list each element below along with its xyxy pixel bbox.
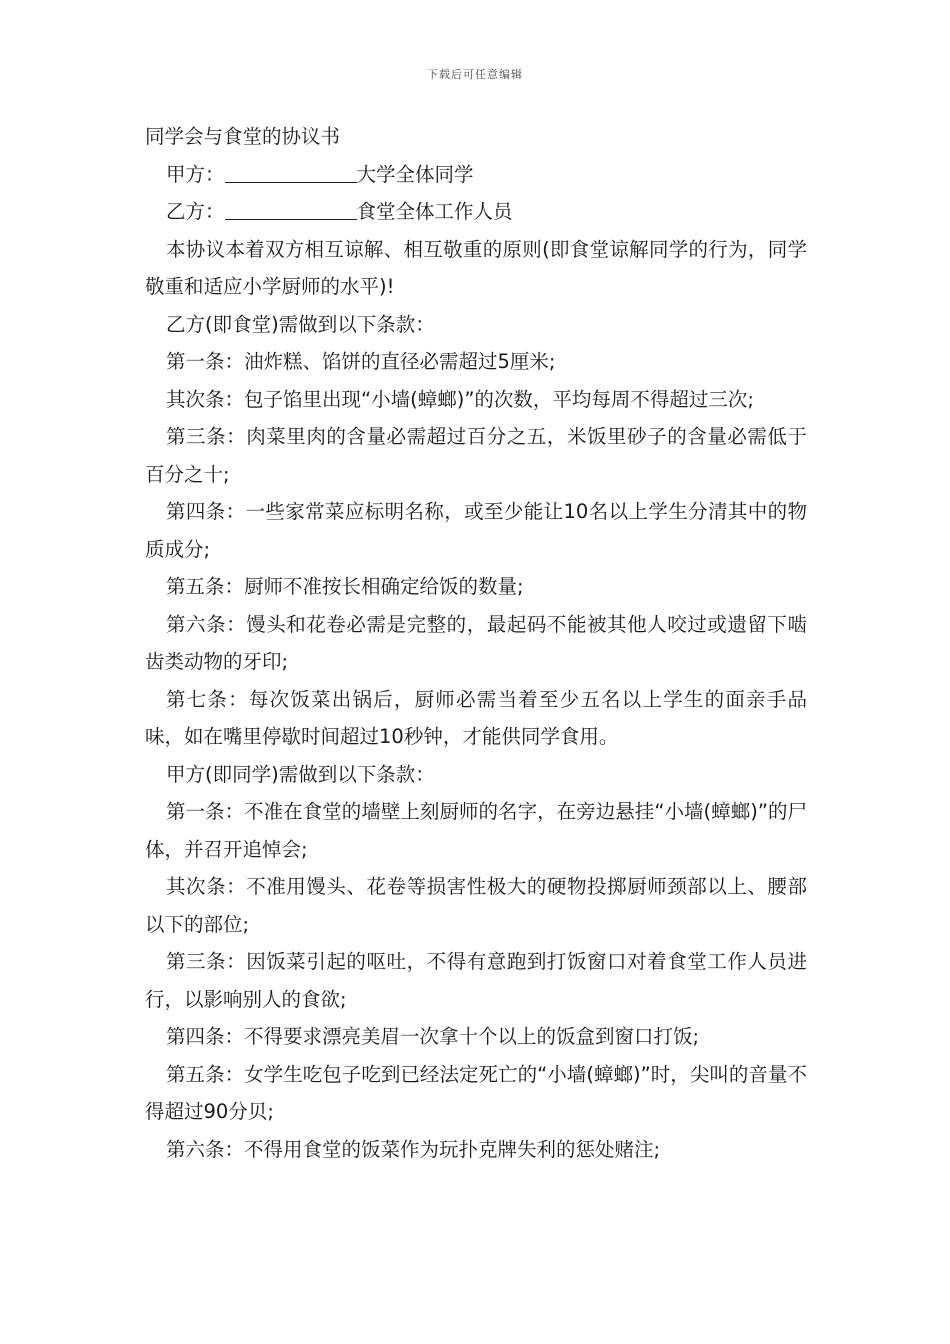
section-a-clause: 第五条：女学生吃包子吃到已经法定死亡的“小墙(蟑螂)”时，尖叫的音量不得超过90分贝; <box>145 1062 807 1123</box>
section-a-clause: 第一条：不准在食堂的墙壁上刻厨师的名字，在旁边悬挂“小墙(蟑螂)”的尸体，并召开追悼会; <box>145 800 807 861</box>
section-b-clause: 第六条：馒头和花卷必需是完整的，最起码不能被其他人咬过或遗留下啮齿类动物的牙印; <box>145 612 807 673</box>
party-a-blank <box>225 160 357 183</box>
section-a-clause: 第四条：不得要求漂亮美眉一次拿十个以上的饭盒到窗口打饭; <box>166 1025 700 1048</box>
party-b-suffix: 食堂全体工作人员 <box>356 200 513 223</box>
section-b-clause: 第三条：肉菜里肉的含量必需超过百分之五，米饭里砂子的含量必需低于百分之十; <box>145 425 807 486</box>
party-b-line <box>145 193 807 231</box>
party-a-suffix: 大学全体同学 <box>356 162 474 186</box>
section-a-clause: 第三条：因饭菜引起的呕吐，不得有意跑到打饭窗口对着食堂工作人员进行，以影响别人的食欲; <box>145 950 807 1011</box>
party-a-line <box>145 156 807 194</box>
section-b-clause: 第四条：一些家常菜应标明名称，或至少能让10名以上学生分清其中的物质成分; <box>145 500 807 561</box>
section-b-heading: 乙方(即食堂)需做到以下条款： <box>166 312 435 336</box>
section-b-clause: 第一条：油炸糕、馅饼的直径必需超过5厘米; <box>166 350 556 373</box>
section-a-heading: 甲方(即同学)需做到以下条款： <box>166 762 435 786</box>
document-title: 同学会与食堂的协议书 <box>145 125 341 148</box>
preamble: 本协议本着双方相互谅解、相互敬重的原则(即食堂谅解同学的行为，同学敬重和适应小学厨师的水平)! <box>145 237 807 298</box>
section-a-clause: 其次条：不准用馒头、花卷等损害性极大的硬物投掷厨师颈部以上、腰部以下的部位; <box>145 875 807 936</box>
section-b-clause: 第七条：每次饭菜出锅后，厨师必需当着至少五名以上学生的面亲手品味，如在嘴里停歇时间超过10秒钟，才能供同学食用。 <box>145 687 807 748</box>
section-b-clause: 其次条：包子馅里出现“小墙(蟑螂)”的次数，平均每周不得超过三次; <box>166 387 754 411</box>
document-body <box>145 118 807 1168</box>
party-b-label: 乙方： <box>166 200 225 223</box>
party-a-label: 甲方： <box>166 162 225 186</box>
section-b-clause: 第五条：厨师不准按长相确定给饭的数量; <box>166 575 524 598</box>
party-b-blank <box>225 197 357 220</box>
header-note: 下载后可任意编辑 <box>427 68 523 81</box>
section-a-clause: 第六条：不得用食堂的饭菜作为玩扑克牌失利的惩处赌注; <box>166 1137 661 1161</box>
